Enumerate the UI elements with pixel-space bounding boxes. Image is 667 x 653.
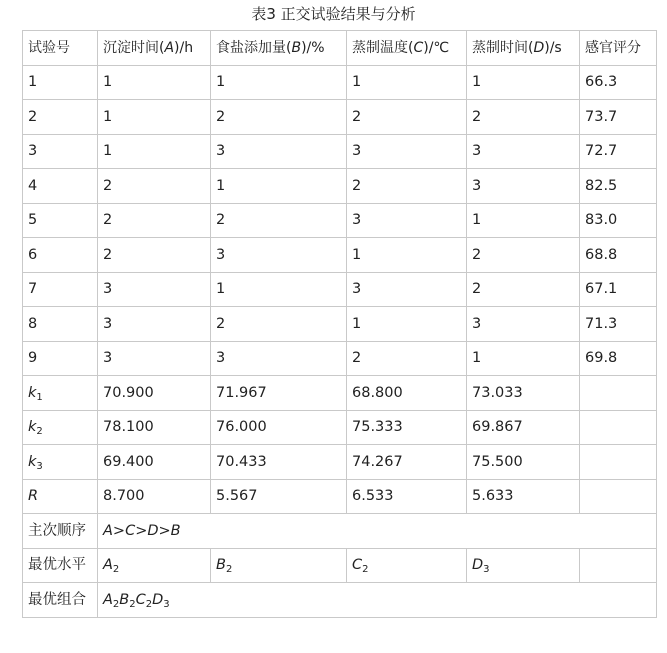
table-cell: 1 — [347, 65, 467, 100]
header-steam-temp: 蒸制温度(C)/℃ — [347, 31, 467, 66]
k-value-cell: 69.400 — [98, 445, 211, 480]
table-cell: 3 — [467, 134, 580, 169]
header-settling-time: 沉淀时间(A)/h — [98, 31, 211, 66]
table-cell: 3 — [211, 341, 347, 376]
table-cell: 1 — [98, 134, 211, 169]
range-value-cell: 8.700 — [98, 479, 211, 514]
table-cell: 72.7 — [580, 134, 657, 169]
table-cell: 6 — [23, 238, 98, 273]
table-cell: 2 — [347, 169, 467, 204]
optimal-combo-label-cell: 最优组合 — [23, 583, 98, 618]
table-cell: 2 — [211, 307, 347, 342]
table-cell: 3 — [347, 272, 467, 307]
table-cell: 1 — [467, 203, 580, 238]
optimal-level-cell: $C_2$ — [347, 548, 467, 583]
k-row — [23, 410, 657, 445]
order-row — [23, 514, 657, 549]
table-cell: 2 — [98, 169, 211, 204]
range-row — [23, 479, 657, 514]
k-row — [23, 376, 657, 411]
table-cell: 2 — [98, 203, 211, 238]
table-cell: 3 — [347, 134, 467, 169]
table-cell: 3 — [98, 307, 211, 342]
header-trial-no: 试验号 — [23, 31, 98, 66]
table-cell: 2 — [211, 203, 347, 238]
table-cell: 1 — [467, 65, 580, 100]
header-salt-amount: 食盐添加量(B)/% — [211, 31, 347, 66]
table-cell: 1 — [98, 100, 211, 135]
table-cell: 3 — [23, 134, 98, 169]
optimal-level-row — [23, 548, 657, 583]
range-value-cell: 5.633 — [467, 479, 580, 514]
table-row — [23, 272, 657, 307]
empty-cell — [580, 479, 657, 514]
table-cell: 3 — [98, 272, 211, 307]
k-value-cell: 75.500 — [467, 445, 580, 480]
table-cell: 2 — [467, 238, 580, 273]
table-cell: 5 — [23, 203, 98, 238]
empty-cell — [580, 410, 657, 445]
table-cell: 67.1 — [580, 272, 657, 307]
optimal-level-cell: $D_3$ — [467, 548, 580, 583]
k-label-cell: $k_1$ — [23, 376, 98, 411]
header-row — [23, 31, 657, 66]
k-value-cell: 69.867 — [467, 410, 580, 445]
table-cell: 1 — [467, 341, 580, 376]
table-row — [23, 307, 657, 342]
table-cell: 66.3 — [580, 65, 657, 100]
table-cell: 2 — [23, 100, 98, 135]
header-sensory-score: 感官评分 — [580, 31, 657, 66]
optimal-level-cell: $B_2$ — [211, 548, 347, 583]
range-label-cell: R — [23, 479, 98, 514]
table-row — [23, 341, 657, 376]
table-cell: 2 — [467, 272, 580, 307]
table-row — [23, 65, 657, 100]
table-cell: 2 — [347, 100, 467, 135]
optimal-level-cell: $A_2$ — [98, 548, 211, 583]
table-cell: 3 — [467, 307, 580, 342]
table-cell: 2 — [347, 341, 467, 376]
table-cell: 82.5 — [580, 169, 657, 204]
table-cell: 69.8 — [580, 341, 657, 376]
k-value-cell: 74.267 — [347, 445, 467, 480]
table-cell: 3 — [98, 341, 211, 376]
table-cell: 3 — [467, 169, 580, 204]
empty-cell — [580, 548, 657, 583]
table-cell: 4 — [23, 169, 98, 204]
table-cell: 3 — [211, 134, 347, 169]
k-value-cell: 70.900 — [98, 376, 211, 411]
table-cell: 7 — [23, 272, 98, 307]
k-value-cell: 70.433 — [211, 445, 347, 480]
table-cell: 1 — [347, 238, 467, 273]
table-cell: 1 — [211, 65, 347, 100]
orthogonal-test-table — [22, 30, 657, 618]
table-cell: 3 — [211, 238, 347, 273]
table-cell: 68.8 — [580, 238, 657, 273]
range-value-cell: 5.567 — [211, 479, 347, 514]
k-label-cell: $k_2$ — [23, 410, 98, 445]
k-value-cell: 75.333 — [347, 410, 467, 445]
optimal-combo-cell: $A_2B_2C_2D_3$ — [98, 583, 657, 618]
table-row — [23, 134, 657, 169]
optimal-combo-row — [23, 583, 657, 618]
table-cell: 2 — [467, 100, 580, 135]
table-cell: 8 — [23, 307, 98, 342]
k-row — [23, 445, 657, 480]
header-steam-time: 蒸制时间(D)/s — [467, 31, 580, 66]
empty-cell — [580, 445, 657, 480]
k-value-cell: 68.800 — [347, 376, 467, 411]
k-value-cell: 73.033 — [467, 376, 580, 411]
empty-cell — [580, 376, 657, 411]
table-row — [23, 203, 657, 238]
table-cell: 1 — [211, 169, 347, 204]
table-cell: 3 — [347, 203, 467, 238]
table-row — [23, 169, 657, 204]
table-cell: 2 — [98, 238, 211, 273]
optimal-level-label-cell: 最优水平 — [23, 548, 98, 583]
k-value-cell: 71.967 — [211, 376, 347, 411]
k-value-cell: 76.000 — [211, 410, 347, 445]
table-row — [23, 238, 657, 273]
range-value-cell: 6.533 — [347, 479, 467, 514]
k-value-cell: 78.100 — [98, 410, 211, 445]
table-row — [23, 100, 657, 135]
order-value-cell: A>C>D>B — [98, 514, 657, 549]
k-label-cell: $k_3$ — [23, 445, 98, 480]
order-label-cell: 主次顺序 — [23, 514, 98, 549]
table-cell: 1 — [347, 307, 467, 342]
table-title: 表3 正交试验结果与分析 — [251, 5, 416, 23]
table-cell: 83.0 — [580, 203, 657, 238]
table-cell: 71.3 — [580, 307, 657, 342]
table-cell: 2 — [211, 100, 347, 135]
table-cell: 1 — [211, 272, 347, 307]
table-cell: 9 — [23, 341, 98, 376]
table-cell: 1 — [23, 65, 98, 100]
table-cell: 1 — [98, 65, 211, 100]
table-cell: 73.7 — [580, 100, 657, 135]
